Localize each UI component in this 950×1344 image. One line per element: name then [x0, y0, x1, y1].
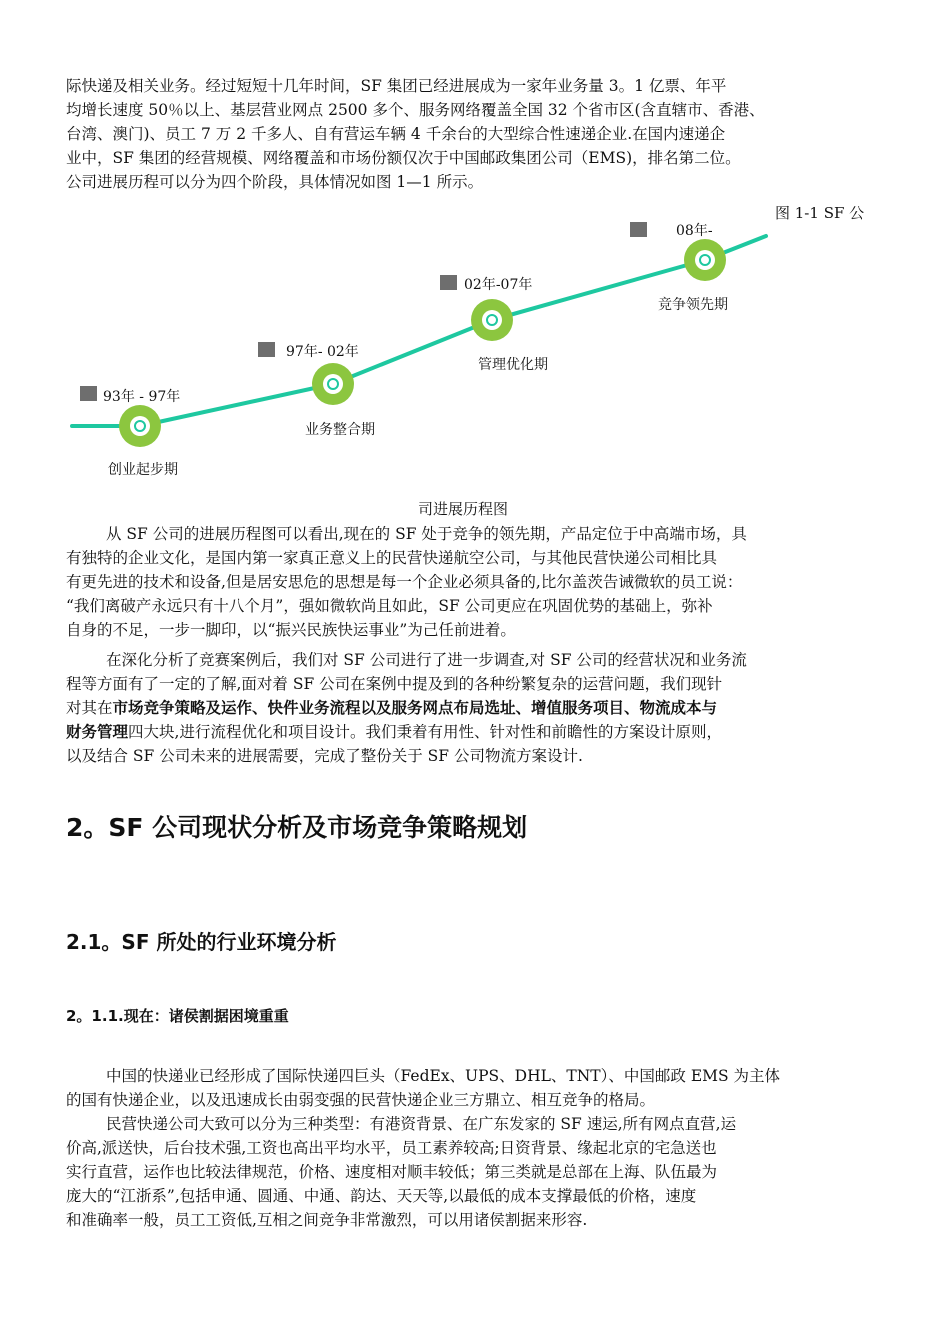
text-line — [66, 696, 886, 720]
stage-marker-square — [630, 222, 647, 237]
stage-node-inner — [482, 310, 502, 330]
paragraph-industry-structure — [66, 1064, 886, 1112]
text-line: 自身的不足，一步一脚印，以“振兴民族快运事业”为己任前进着。 — [66, 621, 516, 639]
bold-text: 财务管理 — [66, 722, 129, 741]
stage-period: 93年 - 97年 — [103, 389, 181, 405]
text-line: 有独特的企业文化，是国内第一家真正意义上的民营快递航空公司，与其他民营快递公司相比具 — [66, 549, 718, 567]
stage-node-inner — [323, 374, 343, 394]
subsection-heading: 2.1。SF 所处的行业环境分析 — [66, 930, 337, 954]
text-segment: 对其在 — [66, 699, 113, 717]
text-line: “我们离破产永远只有十八个月”，强如微软尚且如此，SF 公司更应在巩固优势的基础上，弥补 — [66, 597, 713, 615]
stage-node-1 — [80, 386, 180, 478]
text-line: 价高,派送快，后台技术强,工资也高出平均水平，员工素养较高;日资背景、缘起北京的宅急送也 — [66, 1139, 717, 1157]
stage-name: 竞争领先期 — [658, 297, 728, 313]
stage-name: 管理优化期 — [478, 357, 548, 373]
figure-caption: 司进展历程图 — [418, 500, 509, 518]
text-line — [66, 720, 886, 744]
development-timeline-diagram — [60, 196, 780, 486]
stage-node-inner — [695, 250, 715, 270]
stage-period: 97年- 02年 — [286, 344, 359, 360]
paragraph-private-express-types — [66, 1112, 886, 1232]
text-line: 均增长速度 50％以上、基层营业网点 2500 多个、服务网络覆盖全国 32 个省市区(含直辖市、香港、 — [66, 101, 765, 119]
text-line: 业中，SF 集团的经营规模、网络覆盖和市场份额仅次于中国邮政集团公司（EMS)，排名第二位。 — [66, 149, 741, 167]
text-line: 和准确率一般，员工工资低,互相之间竞争非常激烈，可以用诸侯割据来形容. — [66, 1211, 588, 1229]
stage-name: 业务整合期 — [305, 422, 375, 438]
bold-text: 市场竞争策略及运作、快件业务流程以及服务网点布局选址、增值服务项目、物流成本与 — [112, 698, 718, 717]
text-line: 中国的快递业已经形成了国际快递四巨头（FedEx、UPS、DHL、TNT）、中国邮政 EMS 为主体 — [106, 1067, 781, 1085]
text-line: 台湾、澳门)、员工 7 万 2 千多人、自有营运车辆 4 千余台的大型综合性速递企业.在国内速递企 — [66, 125, 726, 143]
section-heading: 2。SF 公司现状分析及市场竞争策略规划 — [66, 813, 528, 842]
stage-node-3 — [440, 275, 548, 373]
text-line: 程等方面有了一定的了解,面对着 SF 公司在案例中提及到的各种纷繁复杂的运营问题，我们现针 — [66, 675, 723, 693]
text-line: 实行直营，运作也比较法律规范，价格、速度相对顺丰较低；第三类就是总部在上海、队伍最为 — [66, 1163, 718, 1181]
stage-marker-square — [440, 275, 457, 290]
stage-period: 08年- — [676, 223, 713, 239]
paragraph-development-analysis — [66, 522, 886, 642]
stage-marker-square — [80, 386, 97, 401]
figure-label: 图 1-1 SF 公 — [775, 204, 865, 222]
text-line: 从 SF 公司的进展历程图可以看出,现在的 SF 处于竞争的领先期，产品定位于中高端市场，具 — [106, 525, 747, 543]
text-line: 际快递及相关业务。经过短短十几年时间，SF 集团已经进展成为一家年业务量 3。1 亿票、年平 — [66, 77, 727, 95]
text-line: 公司进展历程可以分为四个阶段，具体情况如图 1—1 所示。 — [66, 173, 484, 191]
stage-name: 创业起步期 — [108, 462, 178, 478]
stage-period: 02年-07年 — [464, 277, 533, 293]
stage-marker-square — [258, 342, 275, 357]
paragraph-case-analysis — [66, 648, 886, 768]
text-line: 以及结合 SF 公司未来的进展需要，完成了整份关于 SF 公司物流方案设计. — [66, 747, 583, 765]
intro-paragraph — [66, 74, 886, 194]
text-line: 庞大的“江浙系”,包括申通、圆通、中通、韵达、天天等,以最低的成本支撑最低的价格，速度 — [66, 1187, 697, 1205]
text-line: 有更先进的技术和设备,但是居安思危的思想是每一个企业必须具备的,比尔盖茨告诫微软的员工说： — [66, 573, 743, 591]
stage-node-2 — [258, 342, 375, 438]
subsubsection-heading: 2。1.1.现在：诸侯割据困境重重 — [66, 1007, 289, 1025]
text-line: 民营快递公司大致可以分为三种类型：有港资背景、在广东发家的 SF 速运,所有网点直营,运 — [106, 1115, 737, 1133]
text-line: 在深化分析了竞赛案例后，我们对 SF 公司进行了进一步调查,对 SF 公司的经营状况和业务流 — [106, 651, 747, 669]
text-line: 的国有快递企业，以及迅速成长由弱变强的民营快递企业三方鼎立、相互竞争的格局。 — [66, 1091, 656, 1109]
text-segment: 四大块,进行流程优化和项目设计。我们秉着有用性、针对性和前瞻性的方案设计原则， — [128, 723, 722, 741]
stage-node-inner — [130, 416, 150, 436]
